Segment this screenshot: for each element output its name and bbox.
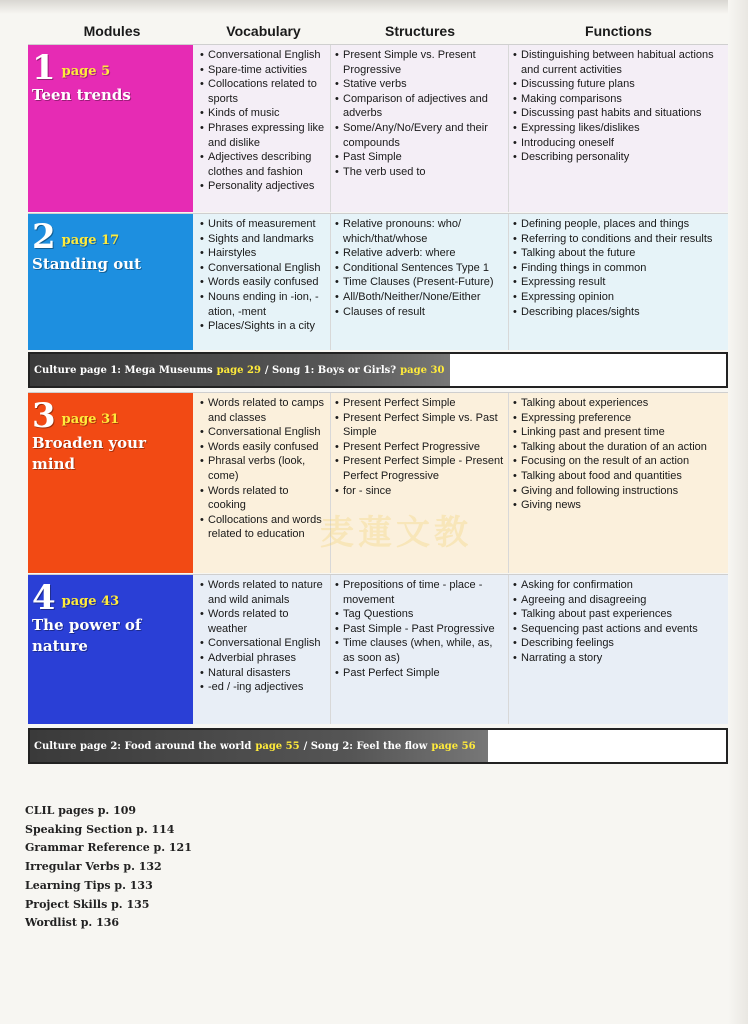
module-2-row [28, 213, 728, 350]
song-text: / Song 2: Feel the flow [303, 740, 428, 752]
header-vocabulary: Vocabulary [226, 23, 301, 39]
header-structures: Structures [384, 23, 456, 39]
list-item: • Past Perfect Simple [335, 666, 505, 681]
vocabulary-list [196, 393, 331, 573]
list-item: • Hairstyles [200, 246, 327, 261]
module-number: 1 [32, 48, 56, 88]
list-item: • Discussing past habits and situations [513, 106, 725, 121]
list-item: • -ed / -ing adjectives [200, 680, 327, 695]
list-item: • Describing places/sights [513, 305, 725, 320]
culture-page: page 29 [216, 364, 261, 376]
list-item: • Relative adverb: where [335, 246, 505, 261]
list-item: • Discussing future plans [513, 77, 725, 92]
list-item: • Prepositions of time - place - movement [335, 578, 505, 607]
list-item: • Kinds of music [200, 106, 327, 121]
module-1-badge [28, 45, 193, 212]
list-item: • Present Perfect Simple vs. Past Simple [335, 411, 505, 440]
module-title: Broaden your mind [32, 434, 146, 473]
module-2-badge [28, 214, 193, 350]
list-item: • Spare-time activities [200, 63, 327, 78]
list-item: • Nouns ending in -ion, -ation, -ment [200, 290, 327, 319]
reference-item: Irregular Verbs p. 132 [25, 860, 162, 874]
list-item: • Conditional Sentences Type 1 [335, 261, 505, 276]
list-item: • The verb used to [335, 165, 505, 180]
culture-text: Culture page 1: Mega Museums [34, 364, 213, 376]
list-item: • Units of measurement [200, 217, 327, 232]
list-item: • Talking about food and quantities [513, 469, 725, 484]
list-item: • Conversational English [200, 48, 327, 63]
module-1-row [28, 44, 728, 212]
list-item: • Natural disasters [200, 666, 327, 681]
module-page: page 17 [61, 233, 120, 248]
module-number: 4 [32, 578, 56, 618]
module-page: page 43 [61, 594, 120, 609]
list-item: • Collocations related to sports [200, 77, 327, 106]
list-item: • Sights and landmarks [200, 232, 327, 247]
list-item: • Some/Any/No/Every and their compounds [335, 121, 505, 150]
list-item: • Collocations and words related to education [200, 513, 327, 542]
list-item: • Giving and following instructions [513, 484, 725, 499]
culture-text: Culture page 2: Food around the world [34, 740, 252, 752]
list-item: • Asking for confirmation [513, 578, 725, 593]
culture-bar-1-label [30, 354, 450, 386]
page-edge [0, 0, 748, 14]
functions-list [509, 214, 728, 350]
list-item: • Past Simple [335, 150, 505, 165]
structures-list [331, 45, 509, 212]
vocabulary-list [196, 214, 331, 350]
culture-bar-1 [28, 352, 728, 388]
functions-list [509, 575, 728, 724]
list-item: • Tag Questions [335, 607, 505, 622]
list-item: • Sequencing past actions and events [513, 622, 725, 637]
list-item: • Words related to nature and wild animals [200, 578, 327, 607]
reference-item: CLIL pages p. 109 [25, 804, 137, 817]
list-item: • Talking about the duration of an action [513, 440, 725, 455]
list-item: • Conversational English [200, 636, 327, 651]
list-item: • Expressing result [513, 275, 725, 290]
table-header [28, 18, 728, 44]
list-item: • Stative verbs [335, 77, 505, 92]
list-item: • Time clauses (when, while, as, as soon as) [335, 636, 505, 665]
list-item: • Conversational English [200, 425, 327, 440]
list-item: • Expressing opinion [513, 290, 725, 305]
list-item: • Conversational English [200, 261, 327, 276]
list-item: • Giving news [513, 498, 725, 513]
song-text: / Song 1: Boys or Girls? [264, 364, 397, 376]
module-title: Teen trends [32, 86, 131, 104]
list-item: • Expressing likes/dislikes [513, 121, 725, 136]
list-item: • Present Perfect Progressive [335, 440, 505, 455]
reference-item: Learning Tips p. 133 [25, 878, 153, 892]
functions-list [509, 393, 728, 573]
list-item: • Focusing on the result of an action [513, 454, 725, 469]
header-functions: Functions [585, 23, 652, 39]
list-item: • Personality adjectives [200, 179, 327, 194]
list-item: • Finding things in common [513, 261, 725, 276]
page-spine-shadow [728, 0, 748, 1024]
module-page: page 31 [61, 412, 120, 427]
list-item: • Linking past and present time [513, 425, 725, 440]
list-item: • Adverbial phrases [200, 651, 327, 666]
structures-list [331, 214, 509, 350]
list-item: • Words easily confused [200, 440, 327, 455]
list-item: • Talking about experiences [513, 396, 725, 411]
culture-bar-2-label [30, 730, 488, 762]
list-item: • Phrases expressing like and dislike [200, 121, 327, 150]
reference-item: Project Skills p. 135 [25, 897, 150, 911]
list-item: • All/Both/Neither/None/Either [335, 290, 505, 305]
list-item: • Referring to conditions and their results [513, 232, 725, 247]
list-item: • Time Clauses (Present-Future) [335, 275, 505, 290]
list-item: • Defining people, places and things [513, 217, 725, 232]
list-item: • Present Perfect Simple [335, 396, 505, 411]
reference-list [25, 802, 192, 933]
reference-item: Speaking Section p. 114 [25, 822, 175, 836]
list-item: • Words related to cooking [200, 484, 327, 513]
list-item: • Agreeing and disagreeing [513, 593, 725, 608]
module-4-row [28, 574, 728, 724]
list-item: • Expressing preference [513, 411, 725, 426]
list-item: • Describing personality [513, 150, 725, 165]
list-item: • Words easily confused [200, 275, 327, 290]
watermark-text: 麦蓮文教 [320, 514, 472, 552]
list-item: • for - since [335, 484, 505, 499]
module-title: Standing out [32, 255, 142, 273]
module-4-badge [28, 575, 193, 724]
song-page: page 30 [400, 364, 445, 376]
list-item: • Distinguishing between habitual actions and current activities [513, 48, 725, 77]
module-number: 3 [32, 396, 56, 436]
list-item: • Past Simple - Past Progressive [335, 622, 505, 637]
list-item: • Talking about past experiences [513, 607, 725, 622]
structures-list [331, 575, 509, 724]
list-item: • Narrating a story [513, 651, 725, 666]
list-item: • Words related to weather [200, 607, 327, 636]
list-item: • Present Perfect Simple - Present Perfect Progressive [335, 454, 505, 483]
culture-bar-2 [28, 728, 728, 764]
module-3-badge [28, 393, 193, 573]
list-item: • Adjectives describing clothes and fashion [200, 150, 327, 179]
list-item: • Introducing oneself [513, 136, 725, 151]
vocabulary-list [196, 575, 331, 724]
list-item: • Places/Sights in a city [200, 319, 327, 334]
module-title: The power of nature [32, 616, 142, 655]
module-number: 2 [32, 217, 56, 257]
vocabulary-list [196, 45, 331, 212]
list-item: • Talking about the future [513, 246, 725, 261]
functions-list [509, 45, 728, 212]
song-page: page 56 [431, 740, 476, 752]
list-item: • Making comparisons [513, 92, 725, 107]
list-item: • Describing feelings [513, 636, 725, 651]
culture-page: page 55 [255, 740, 300, 752]
reference-item: Grammar Reference p. 121 [25, 841, 192, 855]
list-item: • Present Simple vs. Present Progressive [335, 48, 505, 77]
list-item: • Phrasal verbs (look, come) [200, 454, 327, 483]
reference-item: Wordlist p. 136 [25, 916, 120, 930]
list-item: • Relative pronouns: who/ which/that/whose [335, 217, 505, 246]
list-item: • Clauses of result [335, 305, 505, 320]
header-modules: Modules [83, 23, 141, 39]
module-page: page 5 [61, 64, 111, 79]
list-item: • Words related to camps and classes [200, 396, 327, 425]
list-item: • Comparison of adjectives and adverbs [335, 92, 505, 121]
